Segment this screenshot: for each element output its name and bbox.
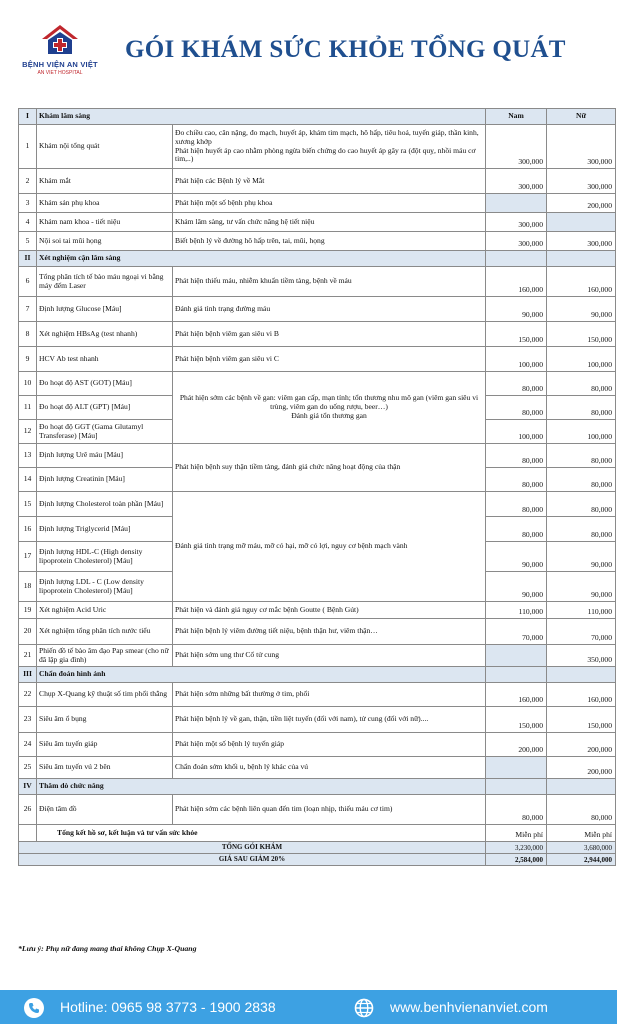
description-line: Đánh giá tổn thương gan (291, 410, 367, 420)
section-number: IV (19, 779, 37, 795)
discount-label: GIÁ SAU GIẢM 20% (19, 854, 486, 866)
service-name: Khám nội tổng quát (37, 125, 173, 169)
row-number: 18 (19, 572, 37, 602)
service-description (173, 232, 486, 251)
price-nu: 300,000 (547, 125, 616, 169)
service-name: Siêu âm ổ bụng (37, 707, 173, 733)
row-number: 3 (19, 194, 37, 213)
price-nam: 80,000 (486, 444, 547, 468)
price-nam: 80,000 (486, 372, 547, 396)
table-row (19, 683, 616, 707)
table-row (19, 645, 616, 667)
hospital-name: BỆNH VIỆN AN VIỆT (22, 60, 98, 69)
description-line: Đánh giá tình trạng đường máu (175, 303, 271, 313)
price-nam: 80,000 (486, 492, 547, 517)
hospital-subname: AN VIET HOSPITAL (37, 70, 83, 76)
description-line: Phát hiện bệnh viêm gan siêu vi C (175, 353, 279, 363)
hotline-link[interactable]: Hotline: 0965 98 3773 - 1900 2838 (60, 999, 276, 1015)
price-nu: 70,000 (547, 619, 616, 645)
price-nu: 300,000 (547, 169, 616, 194)
table-row (19, 757, 616, 779)
price-nam: 90,000 (486, 542, 547, 572)
service-name: HCV Ab test nhanh (37, 347, 173, 372)
description-line: Phát hiện sớm các bệnh về gan: viêm gan cấp, mạn tính; tổn thương nhu mô gan (viêm gan siêu vi trùng, viêm gan do uống rượu, beer…) (179, 393, 479, 412)
section-number: I (19, 109, 37, 125)
section-title: Xét nghiệm cận lâm sàng (37, 251, 486, 267)
price-nam: 300,000 (486, 232, 547, 251)
row-number: 12 (19, 420, 37, 444)
price-nam (486, 645, 547, 667)
description-line: Phát hiện một số bệnh phụ khoa (175, 197, 273, 207)
description-line: Đánh giá tình trạng mỡ máu, mỡ có hại, mỡ có lợi, nguy cơ bệnh mạch vành (175, 541, 408, 551)
price-nu: 150,000 (547, 322, 616, 347)
globe-icon (354, 998, 374, 1018)
price-nu: 80,000 (547, 517, 616, 542)
row-number: 24 (19, 733, 37, 757)
service-name: Nội soi tai mũi họng (37, 232, 173, 251)
price-nam: 80,000 (486, 795, 547, 825)
row-number: 22 (19, 683, 37, 707)
row-number: 16 (19, 517, 37, 542)
service-description (173, 125, 486, 169)
price-nam: 70,000 (486, 619, 547, 645)
row-number: 26 (19, 795, 37, 825)
price-nam: 300,000 (486, 213, 547, 232)
hospital-emblem-icon (40, 24, 80, 58)
service-description (173, 492, 486, 602)
row-number: 15 (19, 492, 37, 517)
price-nam: 100,000 (486, 347, 547, 372)
package-table (18, 108, 616, 866)
price-nam (486, 194, 547, 213)
service-name: Đo hoạt độ AST (GOT) [Máu] (37, 372, 173, 396)
row-number: 25 (19, 757, 37, 779)
row-number: 10 (19, 372, 37, 396)
price-nam: 300,000 (486, 125, 547, 169)
price-nu: 300,000 (547, 232, 616, 251)
discount-nu: 2,944,000 (547, 854, 616, 866)
description-line: Phát hiện các Bệnh lý về Mắt (175, 175, 265, 185)
table-row (19, 232, 616, 251)
description-line: Phát hiện bệnh lý viêm đường tiết niệu, bệnh thận hư, viêm thận… (175, 626, 378, 636)
row-number: 5 (19, 232, 37, 251)
service-description (173, 297, 486, 322)
section-blank-nam (486, 779, 547, 795)
section-header (19, 109, 616, 125)
service-name: Đo hoạt độ GGT (Gama Glutamyl Transferase) [Máu] (37, 420, 173, 444)
section-title: Khám lâm sàng (37, 109, 486, 125)
price-nu: 80,000 (547, 492, 616, 517)
price-nu: 200,000 (547, 194, 616, 213)
price-nam: 160,000 (486, 267, 547, 297)
table-row (19, 795, 616, 825)
section-blank-nu (547, 251, 616, 267)
page-title: GÓI KHÁM SỨC KHỎE TỔNG QUÁT (125, 36, 566, 63)
section-number: III (19, 667, 37, 683)
service-name: Điện tâm đồ (37, 795, 173, 825)
description-line: Phát hiện sớm ung thư Cổ tử cung (175, 650, 280, 660)
website-link[interactable]: www.benhvienanviet.com (390, 999, 548, 1015)
price-nam: 80,000 (486, 517, 547, 542)
service-name: Định lượng Cholesterol toàn phần [Máu] (37, 492, 173, 517)
discount-row (19, 854, 616, 866)
row-number: 7 (19, 297, 37, 322)
price-nam: 160,000 (486, 683, 547, 707)
price-nam: 200,000 (486, 733, 547, 757)
service-description (173, 602, 486, 619)
row-number: 17 (19, 542, 37, 572)
table-row (19, 169, 616, 194)
description-line: Phát hiện thiếu máu, nhiễm khuẩn tiềm tàng, bệnh về máu (175, 276, 352, 286)
summary-row (19, 825, 616, 842)
description-line: Phát hiện bệnh lý về gan, thận, tiền liệt tuyến (đối với nam), tử cung (đối với nữ).... (175, 714, 429, 724)
table-row (19, 444, 616, 468)
description-line: Phát hiện sớm các bệnh liên quan đến tim (loạn nhịp, thiếu máu cơ tim) (175, 804, 393, 814)
section-header (19, 251, 616, 267)
description-line: Phát hiện sớm những bất thường ở tim, phổi (175, 689, 310, 699)
discount-nam: 2,584,000 (486, 854, 547, 866)
row-number: 9 (19, 347, 37, 372)
price-nu: 110,000 (547, 602, 616, 619)
price-nam: 300,000 (486, 169, 547, 194)
description-line: Đo chiều cao, cân nặng, đo mạch, huyết áp, khám tim mạch, hô hấp, tiêu hoá, tuyến giáp, thần kinh, xương khớp (175, 128, 479, 146)
service-name: Định lượng LDL - C (Low density lipoprotein Cholesterol) [Máu] (37, 572, 173, 602)
price-nu: 200,000 (547, 733, 616, 757)
description-line: Biết bệnh lý về đường hô hấp trên, tai, mũi, họng (175, 235, 325, 245)
table-row (19, 707, 616, 733)
description-line: Phát hiện bệnh viêm gan siêu vi B (175, 328, 279, 338)
row-number: 6 (19, 267, 37, 297)
row-number: 13 (19, 444, 37, 468)
service-name: Định lượng Creatinin [Máu] (37, 468, 173, 492)
price-nu: 80,000 (547, 372, 616, 396)
description-line: Chẩn đoán sớm khối u, bệnh lý khác của vú (175, 762, 309, 772)
total-nu: 3,680,000 (547, 842, 616, 854)
table-row (19, 372, 616, 396)
table-row (19, 125, 616, 169)
service-description (173, 322, 486, 347)
service-description (173, 683, 486, 707)
section-header (19, 667, 616, 683)
description-line: Phát hiện và đánh giá nguy cơ mắc bệnh Goutte ( Bệnh Gút) (175, 604, 359, 614)
summary-blank (19, 825, 37, 842)
service-name: Định lượng HDL-C (High density lipoprotein Cholesterol) [Máu] (37, 542, 173, 572)
service-description (173, 733, 486, 757)
service-name: Xét nghiệm Acid Uric (37, 602, 173, 619)
section-number: II (19, 251, 37, 267)
service-name: Xét nghiệm HBsAg (test nhanh) (37, 322, 173, 347)
section-blank-nu (547, 667, 616, 683)
section-title: Chẩn đoán hình ảnh (37, 667, 486, 683)
service-description (173, 194, 486, 213)
total-label: TỔNG GÓI KHÁM (19, 842, 486, 854)
price-nu: 200,000 (547, 757, 616, 779)
service-description (173, 707, 486, 733)
service-name: Tổng phân tích tế bào máu ngoại vi bằng máy đếm Laser (37, 267, 173, 297)
section-blank-nu (547, 779, 616, 795)
price-nam: 150,000 (486, 707, 547, 733)
section-title: Thăm dò chức năng (37, 779, 486, 795)
service-name: Xét nghiệm tổng phân tích nước tiểu (37, 619, 173, 645)
price-nam: 80,000 (486, 396, 547, 420)
service-description (173, 213, 486, 232)
service-description (173, 619, 486, 645)
price-nu: 160,000 (547, 267, 616, 297)
summary-nu: Miễn phí (547, 825, 616, 842)
row-number: 20 (19, 619, 37, 645)
service-description (173, 372, 486, 444)
section-header (19, 779, 616, 795)
row-number: 11 (19, 396, 37, 420)
table-row (19, 322, 616, 347)
service-name: Chụp X-Quang kỹ thuật số tim phổi thẳng (37, 683, 173, 707)
service-name: Khám mắt (37, 169, 173, 194)
price-nu: 350,000 (547, 645, 616, 667)
price-nu: 80,000 (547, 444, 616, 468)
price-nu: 90,000 (547, 297, 616, 322)
price-nu: 160,000 (547, 683, 616, 707)
service-name: Khám nam khoa - tiết niệu (37, 213, 173, 232)
price-nu: 80,000 (547, 396, 616, 420)
total-nam: 3,230,000 (486, 842, 547, 854)
row-number: 4 (19, 213, 37, 232)
table-row (19, 297, 616, 322)
service-name: Phiến đồ tế bào âm đạo Pap smear (cho nữ đã lập gia đình) (37, 645, 173, 667)
table-row (19, 619, 616, 645)
description-line: Phát hiện bệnh suy thận tiềm tàng, đánh giá chức năng hoạt động của thận (175, 462, 401, 472)
footer-bar (0, 990, 617, 1024)
column-header-nam: Nam (486, 109, 547, 125)
service-description (173, 795, 486, 825)
total-row (19, 842, 616, 854)
description-line: Phát hiện huyết áp cao nhằm phòng ngừa biến chứng do cao huyết áp gây ra (đột quỵ, nhồi máu cơ tim,..) (175, 145, 476, 164)
price-nam (486, 757, 547, 779)
hospital-logo (20, 24, 100, 78)
service-name: Đo hoạt độ ALT (GPT) [Máu] (37, 396, 173, 420)
table-row (19, 602, 616, 619)
row-number: 23 (19, 707, 37, 733)
price-nu: 90,000 (547, 542, 616, 572)
table-row (19, 492, 616, 517)
price-nu: 100,000 (547, 347, 616, 372)
service-description (173, 444, 486, 492)
column-header-nu: Nữ (547, 109, 616, 125)
service-name: Siêu âm tuyến vú 2 bên (37, 757, 173, 779)
price-nam: 100,000 (486, 420, 547, 444)
price-nam: 80,000 (486, 468, 547, 492)
price-nam: 110,000 (486, 602, 547, 619)
pregnancy-note: *Lưu ý: Phụ nữ đang mang thai không Chụp X-Quang (18, 944, 197, 953)
phone-icon (24, 998, 44, 1018)
row-number: 21 (19, 645, 37, 667)
price-nam: 150,000 (486, 322, 547, 347)
table-row (19, 733, 616, 757)
section-blank-nam (486, 667, 547, 683)
service-description (173, 169, 486, 194)
service-description (173, 267, 486, 297)
service-name: Khám sản phụ khoa (37, 194, 173, 213)
service-description (173, 757, 486, 779)
summary-label: Tổng kết hồ sơ, kết luận và tư vấn sức khỏe (37, 825, 486, 842)
service-name: Định lượng Triglycerid [Máu] (37, 517, 173, 542)
service-description (173, 645, 486, 667)
description-line: Phát hiện một số bệnh lý tuyến giáp (175, 739, 285, 749)
row-number: 2 (19, 169, 37, 194)
service-description (173, 347, 486, 372)
summary-nam: Miễn phí (486, 825, 547, 842)
price-nu: 80,000 (547, 468, 616, 492)
row-number: 8 (19, 322, 37, 347)
price-nam: 90,000 (486, 572, 547, 602)
price-nu: 80,000 (547, 795, 616, 825)
table-row (19, 347, 616, 372)
service-name: Siêu âm tuyến giáp (37, 733, 173, 757)
price-nu: 150,000 (547, 707, 616, 733)
description-line: Khám lâm sàng, tư vấn chức năng hệ tiết niệu (175, 216, 315, 226)
price-nu: 100,000 (547, 420, 616, 444)
table-row (19, 194, 616, 213)
row-number: 19 (19, 602, 37, 619)
row-number: 1 (19, 125, 37, 169)
table-row (19, 213, 616, 232)
price-nam: 90,000 (486, 297, 547, 322)
price-nu (547, 213, 616, 232)
row-number: 14 (19, 468, 37, 492)
table-row (19, 267, 616, 297)
service-name: Định lượng Glucose [Máu] (37, 297, 173, 322)
price-nu: 90,000 (547, 572, 616, 602)
section-blank-nam (486, 251, 547, 267)
service-name: Định lượng Urê máu [Máu] (37, 444, 173, 468)
